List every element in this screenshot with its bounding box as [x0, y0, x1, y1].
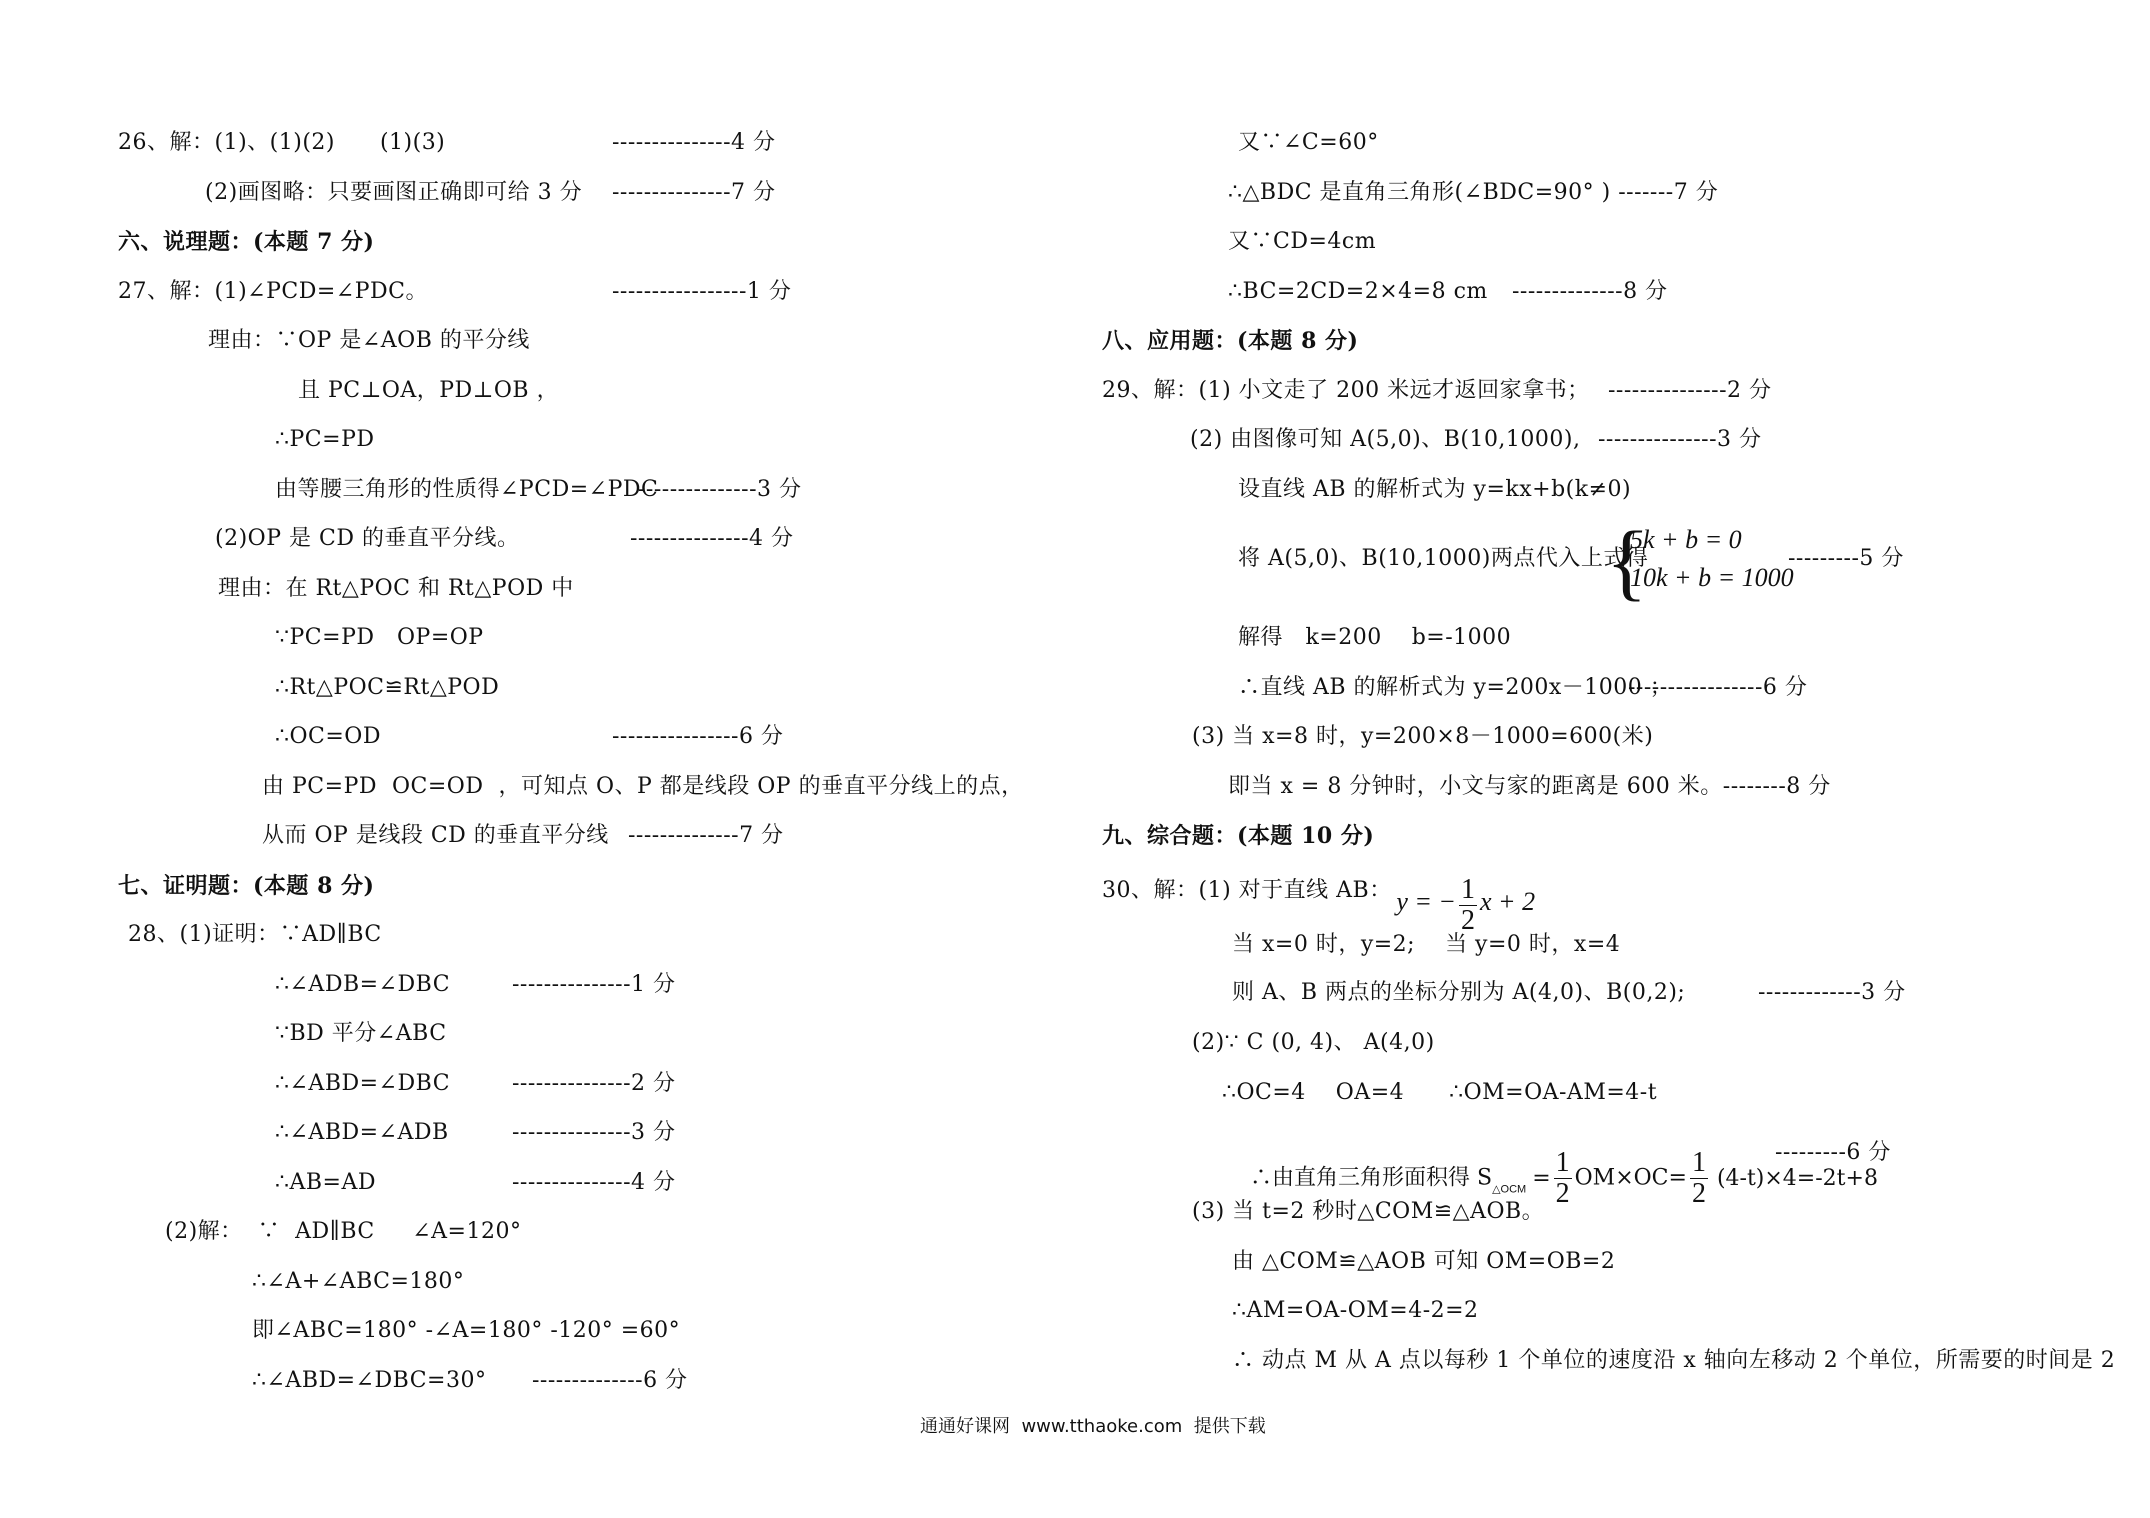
q28-line1: 28、(1)证明：∵AD∥BC [128, 922, 382, 947]
q27-line1: 27、解：(1)∠PCD=∠PDC。 [118, 279, 429, 304]
r-line4-score: --------------8 分 [1512, 279, 1668, 304]
q26-line1: 26、解：(1)、(1)(2) (1)(3) [118, 130, 446, 155]
q28-line2-score: ---------------1 分 [512, 972, 676, 997]
q29-line7: (3) 当 x=8 时，y=200×8－1000=600(米) [1192, 724, 1654, 749]
q30-frac-num: 1 [1460, 874, 1475, 905]
q27-reason9: 由 PC=PD OC=OD ，可知点 O、P 都是线段 OP 的垂直平分线上的点， [262, 774, 1024, 799]
q30-line4: (2)∵ C (0, 4)、 A(4,0) [1192, 1030, 1435, 1055]
q30-line2: 当 x=0 时，y=2; 当 y=0 时，x=4 [1232, 932, 1621, 957]
q28-part2-line2: ∴∠A+∠ABC=180° [252, 1269, 465, 1294]
q28-line5-score: ---------------3 分 [512, 1120, 676, 1145]
q29-equation1: 5k + b = 0 [1630, 525, 1742, 554]
q30-line3: 则 A、B 两点的坐标分别为 A(4,0)、B(0,2); [1232, 980, 1686, 1005]
q28-part2-line4-score: --------------6 分 [532, 1368, 688, 1393]
q27-line1-score: -----------------1 分 [612, 279, 792, 304]
section-7-heading: 七、证明题：(本题 8 分) [118, 873, 375, 899]
q30-eq-rhs: x + 2 [1479, 887, 1536, 916]
q29-line1: 29、解：(1) 小文走了 200 米远才返回家拿书； [1102, 378, 1590, 403]
q26-line2-score: ---------------7 分 [612, 180, 776, 205]
q30-line6-fraction2 [1690, 1148, 1708, 1209]
q29-line4: 将 A(5,0)、B(10,1000)两点代入上式得 [1238, 546, 1649, 571]
q29-line1-score: ---------------2 分 [1608, 378, 1772, 403]
q29-line6-score: -----------------6 分 [1628, 675, 1808, 700]
q30-line6-text-a: ∴由直角三角形面积得 S [1249, 1165, 1493, 1191]
q29-line5: 解得 k=200 b=-1000 [1238, 625, 1512, 650]
section-9-heading: 九、综合题：(本题 10 分) [1102, 823, 1375, 849]
q30-eq-lhs: y = − [1396, 887, 1456, 916]
q30-line6-text-d: (4-t)×4=-2t+8 [1716, 1165, 1878, 1191]
q28-part2-line3: 即∠ABC=180° -∠A=180° -120° =60° [252, 1318, 681, 1343]
q30-line6-frac1-den: 2 [1555, 1178, 1570, 1209]
q30-line7: (3) 当 t=2 秒时△COM≌△AOB。 [1192, 1199, 1545, 1224]
system-brace: { [1606, 513, 1648, 609]
section-6-heading: 六、说理题：(本题 7 分) [118, 229, 375, 255]
q28-part2: (2)解： ∵ AD∥BC ∠A=120° [165, 1219, 522, 1244]
q28-line6: ∴AB=AD [275, 1170, 377, 1195]
q30-line9: ∴AM=OA-OM=4-2=2 [1232, 1298, 1479, 1323]
q30-line6-frac2-num: 1 [1691, 1147, 1706, 1178]
q29-line8: 即当 x = 8 分钟时，小文与家的距离是 600 米。--------8 分 [1228, 774, 1831, 799]
q27-reason6: ∵PC=PD OP=OP [275, 625, 484, 650]
q28-part2-line4: ∴∠ABD=∠DBC=30° [252, 1368, 487, 1393]
q27-reason8: ∴OC=OD [275, 724, 381, 749]
q27-reason10: 从而 OP 是线段 CD 的垂直平分线 [262, 823, 609, 848]
q30-line6-score: ---------6 分 [1775, 1140, 1891, 1165]
q30-line6-eq: = [1532, 1165, 1551, 1191]
q28-line4: ∴∠ABD=∠DBC [275, 1071, 451, 1096]
q30-line8: 由 △COM≌△AOB 可知 OM=OB=2 [1232, 1249, 1616, 1274]
q27-reason7: ∴Rt△POC≌Rt△POD [275, 675, 500, 700]
r-line2: ∴△BDC 是直角三角形(∠BDC=90° ) -------7 分 [1228, 180, 1719, 205]
q30-line6-frac2-den: 2 [1691, 1178, 1706, 1209]
q30-line6-text-c: OM×OC= [1574, 1165, 1687, 1191]
q29-line2-score: ---------------3 分 [1598, 427, 1762, 452]
q27-reason5: 理由：在 Rt△POC 和 Rt△POD 中 [218, 576, 574, 601]
q29-equation2: 10k + b = 1000 [1630, 563, 1794, 592]
q26-line2: (2)画图略：只要画图正确即可给 3 分 [205, 180, 583, 205]
section-8-heading: 八、应用题：(本题 8 分) [1102, 328, 1359, 354]
q30-area-subscript: △OCM [1492, 1183, 1527, 1196]
r-line4: ∴BC=2CD=2×4=8 cm [1228, 279, 1488, 304]
q29-line4-score: ---------5 分 [1788, 546, 1904, 571]
q27-reason1: 理由：∵OP 是∠AOB 的平分线 [208, 328, 530, 353]
q27-reason2: 且 PC⊥OA，PD⊥OB ， [298, 378, 560, 403]
q30-line6-fraction1 [1554, 1148, 1572, 1209]
q30-line6-frac1-num: 1 [1555, 1147, 1570, 1178]
q28-line4-score: ---------------2 分 [512, 1071, 676, 1096]
q27-reason8-score: ----------------6 分 [612, 724, 784, 749]
q28-line6-score: ---------------4 分 [512, 1170, 676, 1195]
q26-line1-score: ---------------4 分 [612, 130, 776, 155]
q27-reason4: 由等腰三角形的性质得∠PCD=∠PDC [275, 477, 659, 502]
q29-line3: 设直线 AB 的解析式为 y=kx+b(k≠0) [1238, 477, 1632, 502]
q28-line3: ∵BD 平分∠ABC [275, 1021, 447, 1046]
q30-line1: 30、解：(1) 对于直线 AB： [1102, 878, 1392, 903]
footer-source-text: 通通好课网 www.tthaoke.com 提供下载 [920, 1416, 1266, 1437]
q29-line6: ∴直线 AB 的解析式为 y=200x－1000 ； [1238, 675, 1673, 700]
q27-reason3: ∴PC=PD [275, 427, 375, 452]
r-line1: 又∵∠C=60° [1238, 130, 1379, 155]
r-line3: 又∵CD=4cm [1228, 229, 1377, 254]
q30-line3-score: -------------3 分 [1758, 980, 1906, 1005]
q29-line2: (2) 由图像可知 A(5,0)、B(10,1000), [1190, 427, 1581, 452]
q27-reason4-score: ---------------3 分 [638, 477, 802, 502]
q27-reason10-score: --------------7 分 [628, 823, 784, 848]
q30-line5: ∴OC=4 OA=4 ∴OM=OA-AM=4-t [1222, 1080, 1658, 1105]
q28-line5: ∴∠ABD=∠ADB [275, 1120, 449, 1145]
q27-part2: (2)OP 是 CD 的垂直平分线。 [215, 526, 520, 551]
q30-fraction [1459, 875, 1477, 936]
q30-frac-den: 2 [1460, 905, 1475, 936]
q28-line2: ∴∠ADB=∠DBC [275, 972, 451, 997]
q27-part2-score: ---------------4 分 [630, 526, 794, 551]
q30-line10: ∴ 动点 M 从 A 点以每秒 1 个单位的速度沿 x 轴向左移动 2 个单位，所需要的时间是 2 [1232, 1348, 2116, 1373]
